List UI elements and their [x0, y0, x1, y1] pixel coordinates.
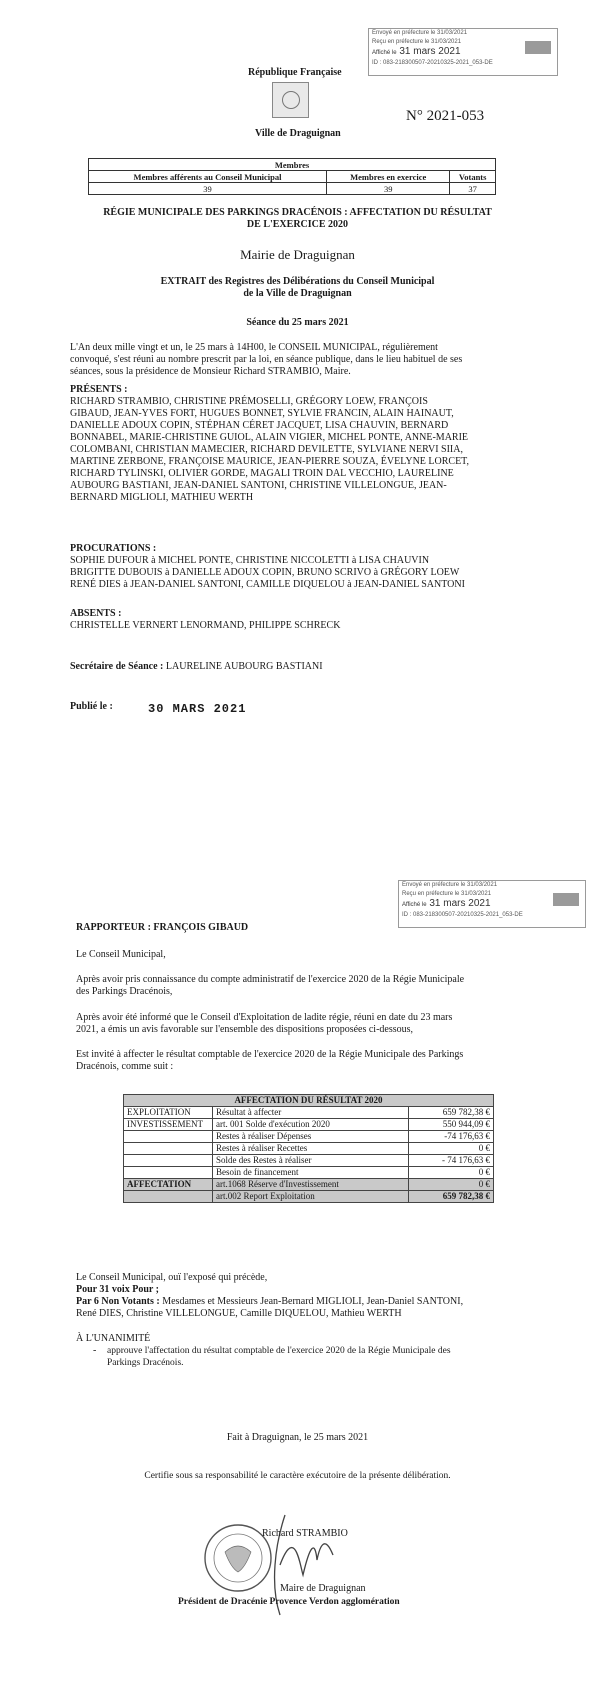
table-section — [124, 1155, 213, 1167]
absents-heading: ABSENTS : — [70, 608, 122, 619]
signatory-maire: Maire de Draguignan — [280, 1583, 366, 1594]
procuration-line: BRIGITTE DUBOUIS à DANIELLE ADOUX COPIN, BRUNO SCRIVO à GRÉGORY LOEW — [70, 567, 460, 578]
paragraph-line: 2021, a émis un avis favorable sur l'ensemble des dispositions proposées ci-dessous, — [76, 1024, 414, 1035]
presents-line: COLOMBANI, CHRISTIAN MAMECIER, RICHARD DEVILETTE, SYLVIANE NERVI SIIA, — [70, 444, 463, 455]
table-row — [124, 1191, 494, 1203]
deliberation-number: N° 2021-053 — [406, 108, 485, 124]
title-line-2: DE L'EXERCICE 2020 — [246, 219, 349, 230]
ville-de-draguignan: Ville de Draguignan — [255, 128, 341, 139]
presents-list — [70, 396, 540, 504]
table-row — [124, 1131, 494, 1143]
members-col-afferents: Membres afférents au Conseil Municipal — [89, 171, 327, 183]
presents-line: RICHARD TYLINSKI, OLIVIER GORDE, MAGALI TROIN DAL VECCHIO, LAURELINE — [70, 468, 454, 479]
non-votants-names: René DIES, Christine VILLELONGUE, Camille DIQUELOU, Mathieu WERTH — [76, 1308, 402, 1319]
paragraph-line: des Parkings Dracénois, — [76, 986, 173, 997]
intro-paragraph — [70, 342, 540, 378]
paragraph-line: Dracénois, comme suit : — [76, 1061, 174, 1072]
stamp-envoye: Envoyé en préfecture le 31/03/2021 — [372, 30, 468, 36]
table-label: Résultat à affecter — [213, 1107, 409, 1119]
members-col-exercice: Membres en exercice — [327, 171, 450, 183]
publie-label: Publié le : — [70, 701, 113, 712]
fait-a-draguignan: Fait à Draguignan, le 25 mars 2021 — [226, 1432, 369, 1443]
vote-pour: Pour 31 voix Pour ; — [76, 1284, 159, 1295]
procuration-line: RENÉ DIES à JEAN-DANIEL SANTONI, CAMILLE DIQUELOU à JEAN-DANIEL SANTONI — [70, 579, 465, 590]
intro-line: séances, sous la présidence de Monsieur Richard STRAMBIO, Maire. — [70, 366, 351, 377]
stamp-id: ID : 083-218300507-20210325-2021_053-DE — [402, 912, 523, 918]
table-row — [124, 1179, 494, 1191]
rapporteur: RAPPORTEUR : FRANÇOIS GIBAUD — [76, 922, 249, 933]
deliberation-title — [60, 207, 535, 231]
table-label: art.002 Report Exploitation — [213, 1191, 409, 1203]
approuve-line: Parkings Dracénois. — [107, 1358, 184, 1368]
procurations-list — [70, 555, 540, 591]
table-row — [124, 1119, 494, 1131]
extrait-heading — [60, 276, 535, 300]
table-label: Restes à réaliser Recettes — [213, 1143, 409, 1155]
stamp-affiche-date: 31 mars 2021 — [429, 898, 491, 909]
table-value: 550 944,09 € — [409, 1119, 494, 1131]
paragraph-informe — [76, 1012, 536, 1036]
presents-line: AUBOURG BASTIANI, JEAN-DANIEL SANTONI, CHRISTINE VILLELONGUE, JEAN- — [70, 480, 447, 491]
presents-line: MARTINE ZERBONE, FRANÇOISE MAURICE, JEAN-PIERRE SOUZA, ÉVELYNE LORCET, — [70, 456, 470, 467]
approuve-item — [107, 1345, 547, 1369]
members-col-votants: Votants — [450, 171, 496, 183]
extrait-line-2: de la Ville de Draguignan — [243, 288, 352, 299]
stamp-logo — [525, 41, 551, 54]
stamp-affiche-label: Affiché le — [372, 50, 397, 56]
members-val-afferents: 39 — [89, 183, 327, 195]
stamp-recu: Reçu en préfecture le 31/03/2021 — [372, 38, 462, 45]
prefecture-stamp — [368, 28, 558, 76]
stamp-logo — [553, 893, 579, 906]
absents-list: CHRISTELLE VERNERT LENORMAND, PHILIPPE SCHRECK — [70, 620, 341, 631]
table-section: INVESTISSEMENT — [124, 1119, 213, 1131]
table-section — [124, 1143, 213, 1155]
presents-line: BERNARD MIGLIOLI, MATHIEU WERTH — [70, 492, 254, 503]
table-label: Solde des Restes à réaliser — [213, 1155, 409, 1167]
signatory-president: Président de Dracénie Provence Verdon agglomération — [178, 1597, 400, 1607]
procuration-line: SOPHIE DUFOUR à MICHEL PONTE, CHRISTINE NICCOLETTI à LISA CHAUVIN — [70, 555, 430, 566]
table-value: 0 € — [409, 1167, 494, 1179]
title-line-1: RÉGIE MUNICIPALE DES PARKINGS DRACÉNOIS : AFFECTATION DU RÉSULTAT — [103, 207, 492, 218]
table-label: art.1068 Réserve d'Investissement — [213, 1179, 409, 1191]
members-val-exercice: 39 — [327, 183, 450, 195]
stamp-envoye: Envoyé en préfecture le 31/03/2021 — [402, 882, 498, 888]
table-value: -74 176,63 € — [409, 1131, 494, 1143]
table-row — [124, 1143, 494, 1155]
coat-of-arms-icon — [272, 82, 309, 118]
intro-line: convoqué, s'est réuni au nombre prescrit par la loi, en séance publique, dans le lieu habituel de ses — [70, 354, 463, 365]
signatory-name: Richard STRAMBIO — [262, 1528, 348, 1539]
table-section — [124, 1191, 213, 1203]
presents-line: RICHARD STRAMBIO, CHRISTINE PRÉMOSELLI, GRÉGORY LOEW, FRANÇOIS — [70, 396, 428, 407]
presents-heading: PRÉSENTS : — [70, 384, 128, 395]
members-table — [88, 158, 496, 195]
secretaire-seance — [70, 661, 323, 673]
extrait-line-1: EXTRAIT des Registres des Délibérations du Conseil Municipal — [160, 276, 435, 287]
intro-line: L'An deux mille vingt et un, le 25 mars à 14H00, le CONSEIL MUNICIPAL, régulièrement — [70, 342, 438, 353]
procurations-heading: PROCURATIONS : — [70, 543, 157, 554]
presents-line: GIBAUD, JEAN-YVES FORT, HUGUES BONNET, SYLVIE FRANCIN, ALAIN HAINAUT, — [70, 408, 454, 419]
paragraph-connaissance — [76, 974, 536, 998]
paragraph-line: Est invité à affecter le résultat comptable de l'exercice 2020 de la Régie Municipale des Parkings — [76, 1049, 464, 1060]
table-label: art. 001 Solde d'exécution 2020 — [213, 1119, 409, 1131]
table-section — [124, 1131, 213, 1143]
secretaire-label: Secrétaire de Séance : — [70, 661, 164, 672]
mairie-title: Mairie de Draguignan — [240, 247, 355, 262]
stamp-affiche-label: Affiché le — [402, 902, 427, 908]
presents-line: DANIELLE ADOUX COPIN, STÉPHAN CÉRET JACQUET, LISA CHAUVIN, BERNARD — [70, 420, 449, 431]
table-value: - 74 176,63 € — [409, 1155, 494, 1167]
table-value: 0 € — [409, 1179, 494, 1191]
table-section: AFFECTATION — [124, 1179, 213, 1191]
non-votants-names: Mesdames et Messieurs Jean-Bernard MIGLIOLI, Jean-Daniel SANTONI, — [159, 1296, 464, 1307]
affectation-table — [123, 1094, 494, 1203]
certifie-executoire: Certifie sous sa responsabilité le caractère exécutoire de la présente délibération. — [144, 1471, 451, 1481]
table-value: 659 782,38 € — [409, 1107, 494, 1119]
presents-line: BONNABEL, MARIE-CHRISTINE GUIOL, ALAIN VIGIER, MICHEL PONTE, ANNE-MARIE — [70, 432, 469, 443]
vote-non-votants — [76, 1296, 546, 1320]
stamp-recu: Reçu en préfecture le 31/03/2021 — [402, 890, 492, 897]
table-label: Besoin de financement — [213, 1167, 409, 1179]
affectation-table-title: AFFECTATION DU RÉSULTAT 2020 — [124, 1095, 494, 1107]
prefecture-stamp — [398, 880, 586, 928]
stamp-affiche-date: 31 mars 2021 — [399, 46, 461, 57]
secretaire-value: LAURELINE AUBOURG BASTIANI — [165, 661, 323, 672]
table-row — [124, 1155, 494, 1167]
table-row — [124, 1167, 494, 1179]
table-value: 659 782,38 € — [409, 1191, 494, 1203]
members-title: Membres — [89, 159, 496, 171]
conseil-municipal: Le Conseil Municipal, — [76, 949, 166, 960]
table-label: Restes à réaliser Dépenses — [213, 1131, 409, 1143]
paragraph-line: Après avoir été informé que le Conseil d'Exploitation de ladite régie, réuni en date du 23 mars — [76, 1012, 453, 1023]
non-votants-label: Par 6 Non Votants : — [76, 1296, 160, 1307]
table-row — [124, 1107, 494, 1119]
table-section: EXPLOITATION — [124, 1107, 213, 1119]
paragraph-invite — [76, 1049, 536, 1073]
table-value: 0 € — [409, 1143, 494, 1155]
republique-francaise: République Française — [248, 67, 342, 78]
publie-date-stamp: 30 MARS 2021 — [148, 702, 247, 716]
vote-intro: Le Conseil Municipal, ouï l'exposé qui précède, — [76, 1272, 268, 1283]
paragraph-line: Après avoir pris connaissance du compte administratif de l'exercice 2020 de la Régie Municipale — [76, 974, 465, 985]
unanimite: À L'UNANIMITÉ — [76, 1333, 151, 1344]
seance-date: Séance du 25 mars 2021 — [246, 317, 349, 328]
approuve-line: approuve l'affectation du résultat comptable de l'exercice 2020 de la Régie Municipale des — [107, 1346, 451, 1356]
bullet-dash: - — [93, 1345, 97, 1356]
table-section — [124, 1167, 213, 1179]
stamp-id: ID : 083-218300507-20210325-2021_053-DE — [372, 60, 493, 66]
members-val-votants: 37 — [450, 183, 496, 195]
